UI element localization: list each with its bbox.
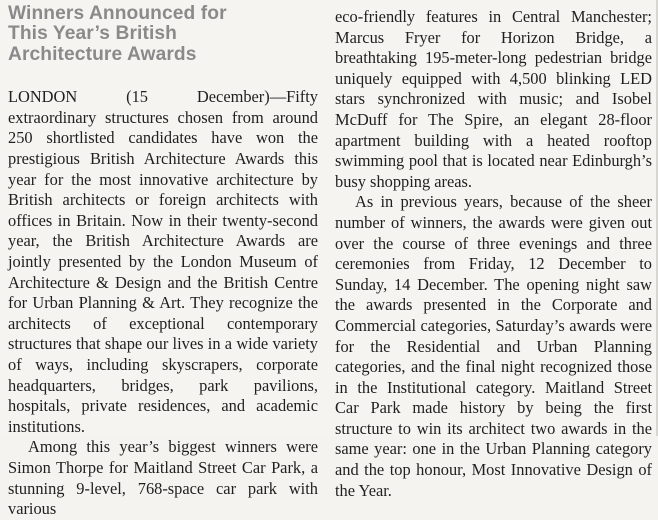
left-column	[8, 0, 318, 520]
body-paragraph-2-start: Among this year’s biggest winners were Simon Thorpe for Maitland Street Car Park, a stunning 9-level, 768-space car park with various	[8, 437, 318, 519]
headline-line-1: Winners Announced for	[8, 3, 227, 24]
body-paragraph-2-continued: eco-friendly features in Central Manchester; Marcus Fryer for Horizon Bridge, a breathtaking 195-meter-long pedestrian bridge uniquely equipped with 4,500 blinking LED stars synchronized with music; and Isobel McDuff for The Spire, an elegant 28-floor apartment building with a heated rooftop swimming pool that is located near Edinburgh’s busy shopping areas.	[335, 7, 652, 191]
body-paragraph-1: LONDON (15 December)—Fifty extraordinary structures chosen from around 250 shortlisted candidates have won the prestigious British Architecture Awards this year for the most innovative architecture by British architects or foreign architects with offices in Britain. Now in their twenty-second year, the British Architecture Awards are jointly presented by the London Museum of Architecture & Design and the British Centre for Urban Planning & Art. They recognize the architects of exceptional contemporary structures that shape our lives in a wide variety of ways, including skyscrapers, corporate headquarters, bridges, park pavilions, hospitals, private residences, and academic institutions.	[8, 87, 318, 436]
headline-line-3: Architecture Awards	[8, 43, 197, 65]
body-paragraph-3: As in previous years, because of the sheer number of winners, the awards were given out over the course of three evenings and three ceremonies from Friday, 12 December to Sunday, 14 December. The opening night saw the awards presented in the Corporate and Commercial categories, Saturday’s awards were for the Residential and Urban Planning categories, and the final night recognized those in the Institutional category. Maitland Street Car Park made history by being the first structure to win its architect two awards in the same year: one in the Urban Planning category and the top honour, Most Innovative Design of the Year.	[335, 192, 652, 500]
right-column	[335, 0, 652, 501]
headline-line-2: This Year’s British	[8, 23, 177, 45]
article-headline	[8, 4, 318, 65]
